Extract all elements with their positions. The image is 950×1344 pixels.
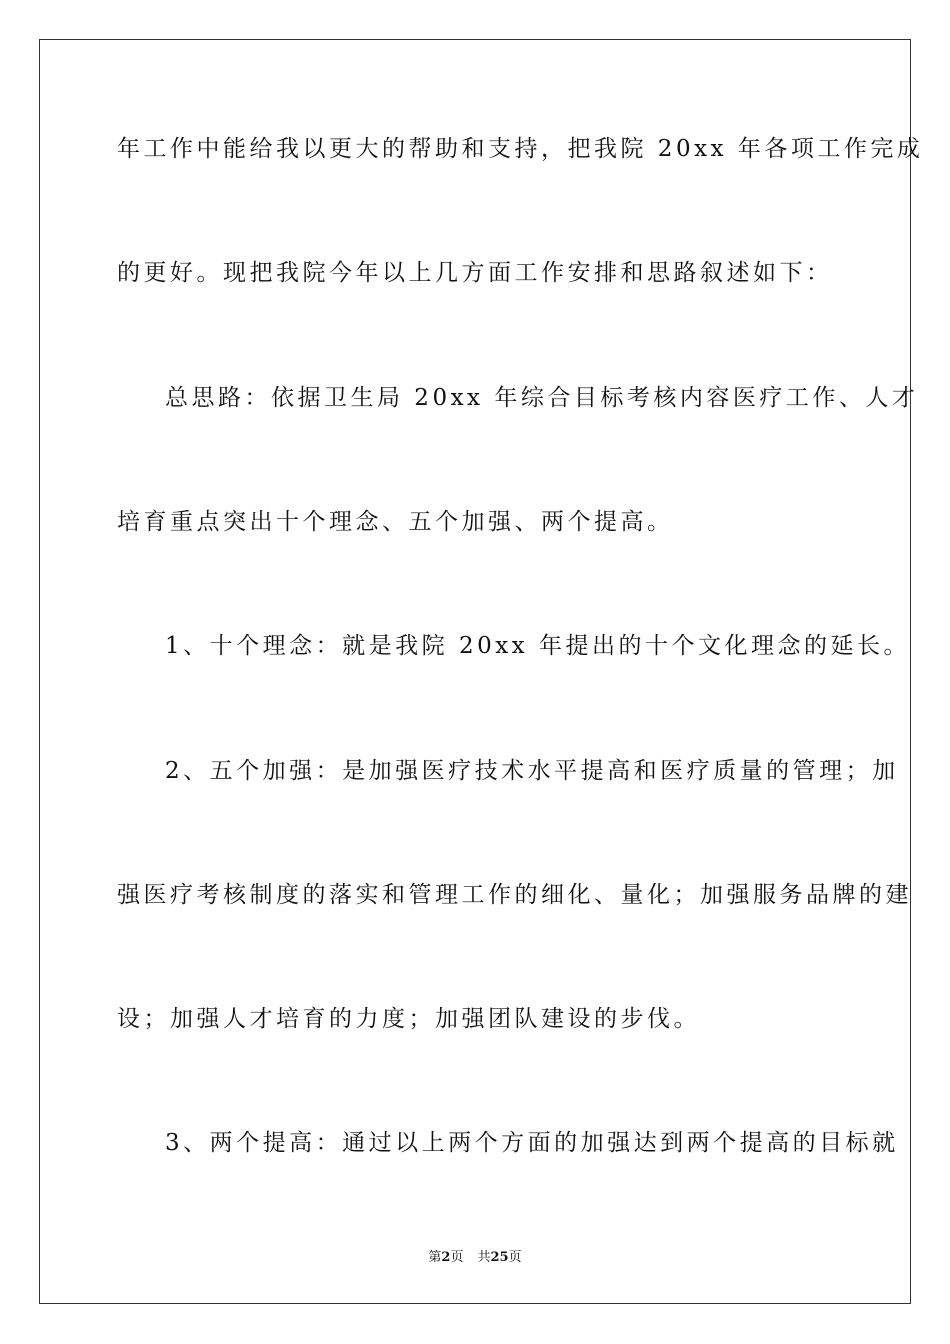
body-line-7: 强医疗考核制度的落实和管理工作的细化、量化；加强服务品牌的建 bbox=[117, 882, 912, 908]
body-line-4: 培育重点突出十个理念、五个加强、两个提高。 bbox=[117, 509, 674, 535]
body-line-8: 设；加强人才培育的力度；加强团队建设的步伐。 bbox=[117, 1006, 700, 1032]
footer-page-prefix: 第 bbox=[428, 1250, 442, 1265]
page-footer bbox=[0, 1246, 950, 1265]
body-line-6: 2、五个加强：是加强医疗技术水平提高和医疗质量的管理；加 bbox=[165, 758, 899, 784]
body-line-1: 年工作中能给我以更大的帮助和支持，把我院 20xx 年各项工作完成 bbox=[117, 136, 924, 162]
body-line-5: 1、十个理念：就是我院 20xx 年提出的十个文化理念的延长。 bbox=[165, 633, 910, 659]
body-line-2: 的更好。现把我院今年以上几方面工作安排和思路叙述如下： bbox=[117, 260, 833, 286]
footer-page-number: 2 bbox=[441, 1250, 451, 1265]
footer-total-prefix: 共 bbox=[477, 1250, 491, 1265]
footer-total-suffix: 页 bbox=[508, 1250, 522, 1265]
body-line-9: 3、两个提高：通过以上两个方面的加强达到两个提高的目标就 bbox=[165, 1130, 899, 1156]
page-border bbox=[39, 39, 924, 1304]
body-line-3: 总思路：依据卫生局 20xx 年综合目标考核内容医疗工作、人才 bbox=[165, 385, 919, 411]
footer-page-suffix: 页 bbox=[450, 1250, 464, 1265]
footer-total-pages: 25 bbox=[490, 1250, 509, 1265]
